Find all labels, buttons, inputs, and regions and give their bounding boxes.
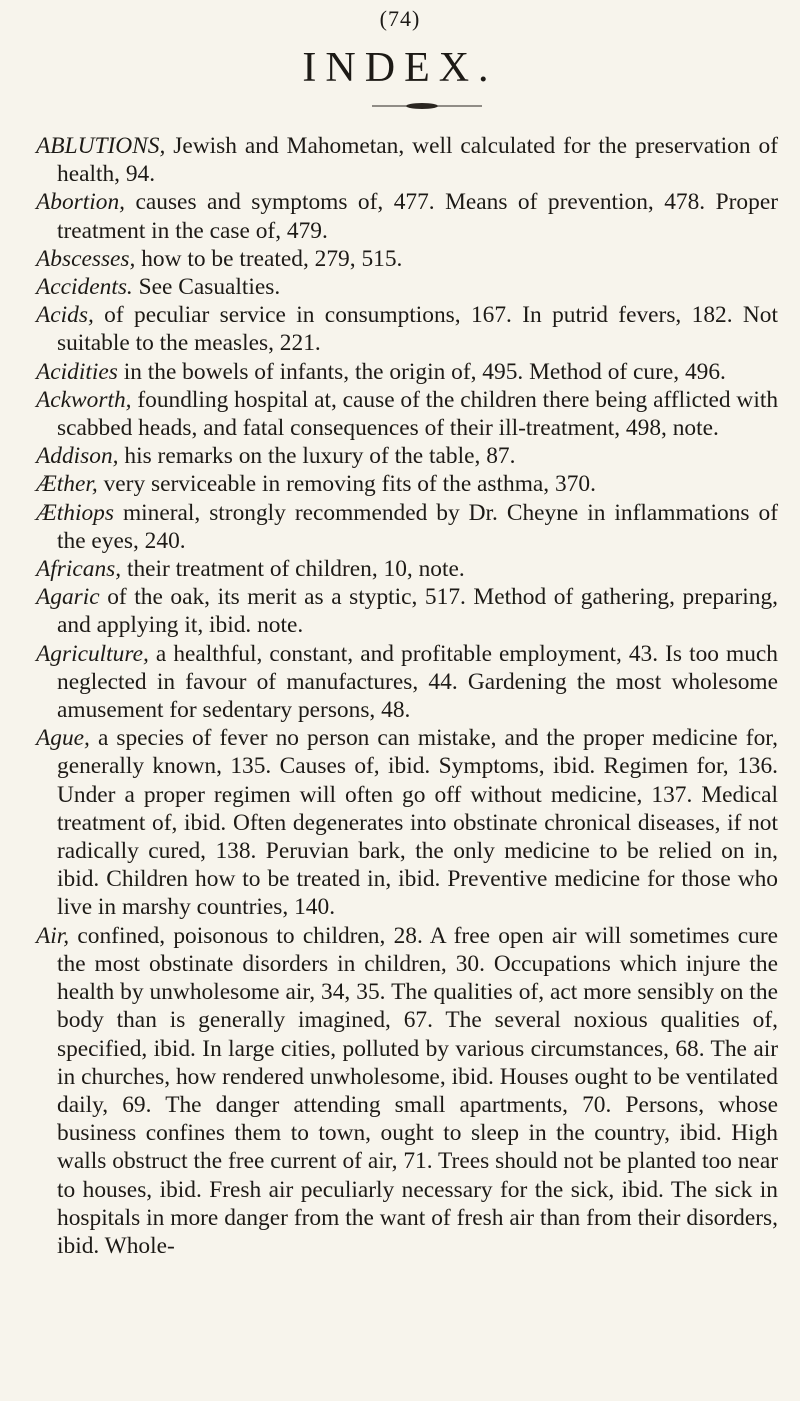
entry-headword: Agriculture, <box>36 640 149 667</box>
index-entry <box>36 188 778 244</box>
index-list <box>36 132 778 1260</box>
ornament-rule-icon <box>372 102 482 110</box>
entry-text: See Casualties. <box>132 274 281 301</box>
index-entry <box>36 442 778 470</box>
entry-headword: Accidents. <box>36 274 133 301</box>
index-entry <box>36 470 778 498</box>
entry-text: of peculiar service in consumptions, 167. In putrid fevers, 182. Not suitable to the measles, 221. <box>57 302 778 357</box>
entry-headword: Air, <box>36 922 70 949</box>
entry-headword: ABLUTIONS, <box>36 133 166 159</box>
entry-text: mineral, strongly recommended by Dr. Cheyne in inflammations of the eyes, 240. <box>57 499 778 554</box>
index-entry <box>36 358 778 386</box>
index-entry <box>36 922 778 1260</box>
index-entry <box>36 555 778 583</box>
entry-text: a healthful, constant, and profitable employment, 43. Is too much neglected in favour of manufactures, 44. Gardening the most wholesome amusement for sedentary persons, 48. <box>57 640 778 724</box>
index-entry <box>36 386 778 442</box>
index-entry <box>36 245 778 273</box>
entry-text: in the bowels of infants, the origin of, 495. Method of cure, 496. <box>117 358 726 385</box>
page-number: (74) <box>379 6 421 31</box>
index-entry <box>36 583 778 639</box>
page-title: INDEX. <box>302 45 498 91</box>
entry-text: his remarks on the luxury of the table, 87. <box>118 443 516 470</box>
index-entry <box>36 499 778 555</box>
entry-headword: Ackworth, <box>36 386 132 413</box>
index-entry <box>36 640 778 725</box>
entry-text: of the oak, its merit as a styptic, 517. Method of gathering, preparing, and applying it, ibid. note. <box>57 584 778 639</box>
index-entry <box>36 132 778 188</box>
entry-headword: Æther, <box>36 471 98 498</box>
entry-text: Jewish and Mahometan, well calculated for the preservation of health, 94. <box>57 133 778 188</box>
entry-headword: Æthiops <box>36 499 114 526</box>
entry-text: how to be treated, 279, 515. <box>135 245 403 272</box>
entry-headword: Africans, <box>36 556 122 583</box>
entry-headword: Ague, <box>36 725 90 752</box>
entry-text: foundling hospital at, cause of the children there being afflicted with scabbed heads, and fatal consequences of their ill-treatment, 498, note. <box>57 386 779 442</box>
entry-text: very serviceable in removing fits of the asthma, 370. <box>97 471 596 498</box>
entry-headword: Abscesses, <box>36 245 136 272</box>
entry-headword: Agaric <box>36 584 100 611</box>
entry-text: a species of fever no person can mistake, and the proper medicine for, generally known, 135. Causes of, ibid. Symptoms, ibid. Regimen for, 136. Under a proper regimen will often go off without medicine, 137. Medical treatment of, ibid. Often degenerates into obstinate chronical diseases, if not radically cured, 138. Peruvian bark, the only medicine to be relied on in, ibid. Children how to be treated in, ibid. Preventive medicine for those who live in marshy countries, 140. <box>57 725 778 921</box>
index-entry <box>36 273 778 301</box>
entry-text: their treatment of children, 10, note. <box>121 556 465 583</box>
entry-headword: Abortion, <box>36 189 126 216</box>
entry-headword: Addison, <box>36 443 119 470</box>
entry-text: confined, poisonous to children, 28. A free open air will sometimes cure the most obstinate disorders in children, 30. Occupations which injure the health by unwholesome air, 34, 35. The qualities of, act more sensibly on the body than is generally imagined, 67. The several noxious qualities of, specified, ibid. In large cities, polluted by various circumstances, 68. The air in churches, how rendered unwholesome, ibid. Houses ought to be ventilated daily, 69. The danger attending small apartments, 70. Persons, whose business confines them to town, ought to sleep in the country, ibid. High walls obstruct the free current of air, 71. Trees should not be planted too near to houses, ibid. Fresh air peculiarly necessary for the sick, ibid. The sick in hospitals in more danger from the want of fresh air than from their disorders, ibid. Whole- <box>57 922 778 1259</box>
index-entry <box>36 301 778 357</box>
index-entry <box>36 724 778 921</box>
entry-headword: Acids, <box>36 302 94 329</box>
entry-text: causes and symptoms of, 477. Means of prevention, 478. Proper treatment in the case of, 479. <box>57 189 778 244</box>
entry-headword: Acidities <box>36 358 118 385</box>
